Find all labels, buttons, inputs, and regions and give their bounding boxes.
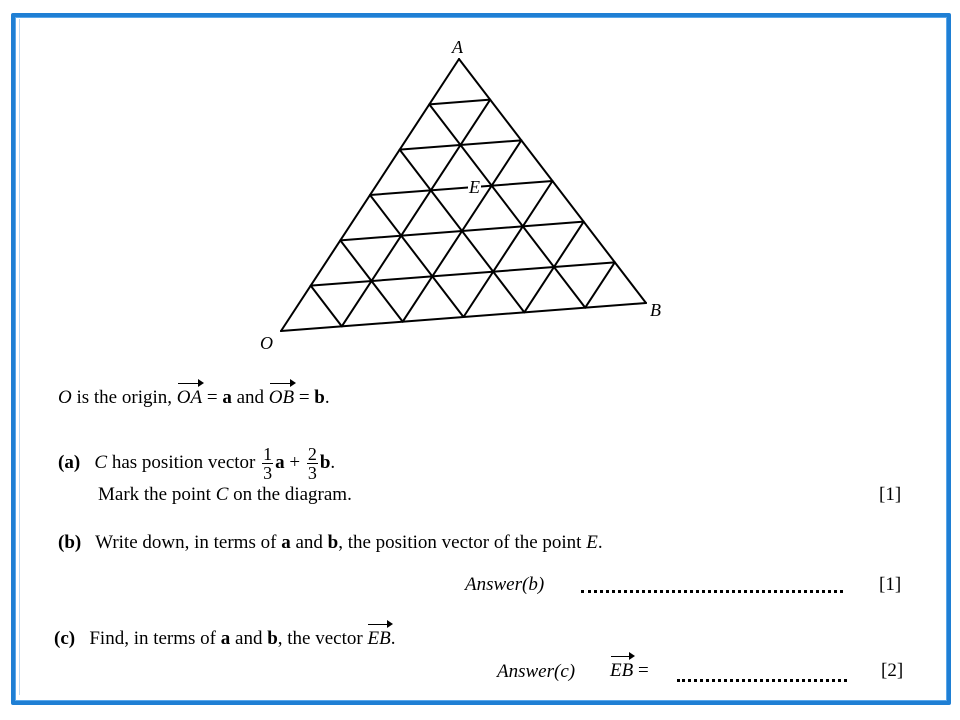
intro-end: . xyxy=(324,387,330,408)
vector-EB: EB xyxy=(367,628,391,649)
label-O: O xyxy=(260,333,273,353)
grid-line-oa-parallel xyxy=(585,262,615,307)
label-B: B xyxy=(650,300,661,320)
part-a-label: (a) xyxy=(58,451,81,473)
vector-b: b xyxy=(314,387,325,408)
coef-b: b xyxy=(319,451,331,473)
intro-line xyxy=(58,387,330,409)
part-a-text: has position vector xyxy=(107,451,261,473)
part-c-marks: [2] xyxy=(881,660,904,681)
grid-line-ob-parallel xyxy=(370,181,553,195)
answer-c-vector: EB = xyxy=(610,660,649,681)
part-a-line-1 xyxy=(58,445,335,482)
grid-line-ab-parallel xyxy=(311,286,342,327)
answer-c-field[interactable] xyxy=(677,679,847,682)
point-C: C xyxy=(94,451,108,473)
vector-OB: OB xyxy=(268,387,295,408)
coef-a: a xyxy=(275,451,285,473)
part-a-marks: [1] xyxy=(879,484,902,505)
grid-line-ab-parallel xyxy=(340,240,402,321)
origin-symbol: O xyxy=(58,387,72,408)
point-E: E xyxy=(586,532,598,553)
label-A: A xyxy=(452,37,463,57)
grid-line-ob-parallel xyxy=(429,100,490,105)
vector-OA: OA xyxy=(176,387,203,408)
answer-b-label: Answer(b) xyxy=(465,574,545,595)
part-c-line: (c) Find, in terms of a and b, the vector EB. xyxy=(54,628,396,649)
part-b-line: (b) Write down, in terms of a and b, the position vector of the point E. xyxy=(58,532,603,553)
label-E: E xyxy=(469,177,480,197)
answer-c-label: Answer(c) xyxy=(497,661,576,682)
intro-eq-1: = xyxy=(202,387,223,408)
intro-and: and xyxy=(231,387,269,408)
fraction-one-third: $\frac{1}{3}$ xyxy=(263,444,273,483)
answer-b-field[interactable] xyxy=(581,590,843,593)
grid-line-oa-parallel xyxy=(342,100,490,327)
plus-sign: + xyxy=(284,451,305,473)
vector-a: a xyxy=(222,387,232,408)
part-b-label: (b) xyxy=(58,532,82,553)
intro-eq-2: = xyxy=(294,387,315,408)
part-a-line-2: Mark the point C on the diagram. xyxy=(98,484,352,505)
part-a-end: . xyxy=(330,451,336,473)
part-c-label: (c) xyxy=(54,628,76,649)
grid-line-ob-parallel xyxy=(311,262,615,285)
intro-text-1: is the origin, xyxy=(71,387,177,408)
fraction-two-thirds: $\frac{2}{3}$ xyxy=(307,444,317,483)
part-b-marks: [1] xyxy=(879,574,902,595)
grid-line-ab-parallel xyxy=(400,150,525,313)
grid-line-ab-parallel xyxy=(429,104,585,307)
